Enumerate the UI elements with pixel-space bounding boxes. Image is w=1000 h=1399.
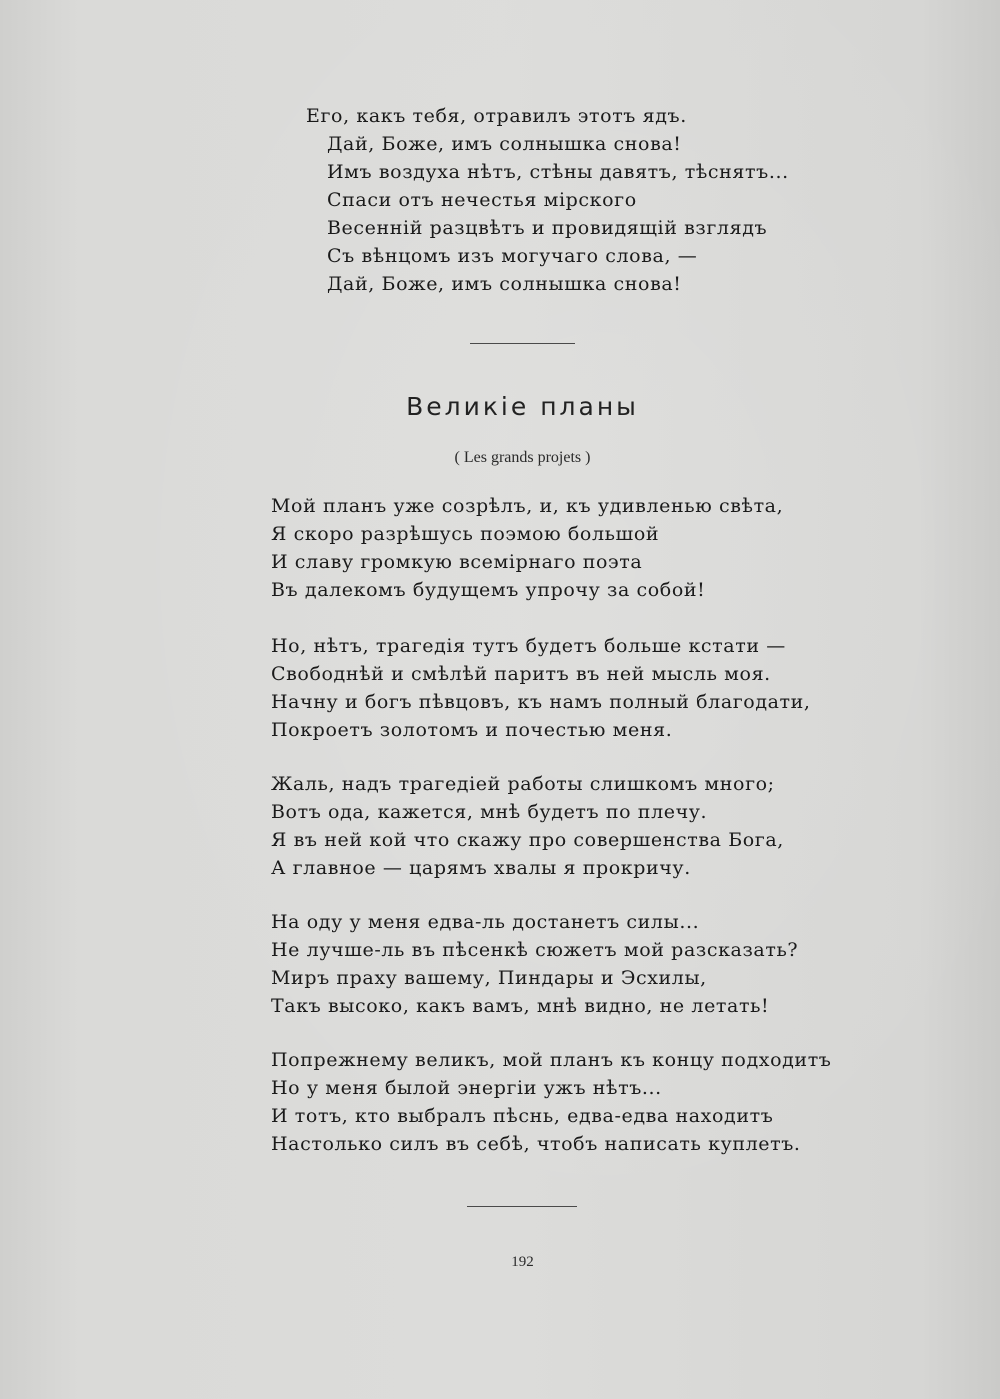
verse-line: И славу громкую всемірнаго поэта bbox=[271, 551, 643, 573]
verse-line: Имъ воздуха нѣтъ, стѣны давятъ, тѣснятъ... bbox=[327, 161, 789, 183]
end-divider bbox=[467, 1206, 577, 1207]
stanza-1 bbox=[271, 492, 783, 604]
verse-line: Начну и богъ пѣвцовъ, къ намъ полный благодати, bbox=[271, 691, 811, 713]
verse-line: Миръ праху вашему, Пиндары и Эсхилы, bbox=[271, 967, 707, 989]
verse-line: Я скоро разрѣшусь поэмою большой bbox=[271, 523, 660, 545]
verse-line: Въ далекомъ будущемъ упрочу за собой! bbox=[271, 579, 706, 601]
verse-line: Дай, Боже, имъ солнышка снова! bbox=[327, 273, 682, 295]
verse-line: Дай, Боже, имъ солнышка снова! bbox=[327, 133, 682, 155]
verse-line: Его, какъ тебя, отравилъ этотъ ядъ. bbox=[306, 105, 687, 127]
verse-line: Настолько силъ въ себѣ, чтобъ написать куплетъ. bbox=[271, 1133, 801, 1155]
verse-line: Вотъ ода, кажется, мнѣ будетъ по плечу. bbox=[271, 801, 708, 823]
stanza-5 bbox=[271, 1046, 832, 1158]
verse-line: А главное — царямъ хвалы я прокричу. bbox=[271, 857, 691, 879]
verse-line: Но, нѣтъ, трагедія тутъ будетъ больше кстати — bbox=[271, 635, 786, 657]
verse-line: На оду у меня едва-ль достанетъ силы... bbox=[271, 911, 700, 933]
verse-line: Но у меня былой энергіи ужъ нѣтъ... bbox=[271, 1077, 662, 1099]
verse-line: Попрежнему великъ, мой планъ къ концу подходитъ bbox=[271, 1049, 832, 1071]
verse-line: Мой планъ уже созрѣлъ, и, къ удивленью свѣта, bbox=[271, 495, 784, 517]
poem-title: Великіе планы bbox=[406, 392, 639, 421]
verse-line: Жаль, надъ трагедіей работы слишкомъ много; bbox=[271, 773, 775, 795]
verse-line: Такъ высоко, какъ вамъ, мнѣ видно, не летать! bbox=[271, 995, 770, 1017]
page-number: 192 bbox=[511, 1254, 534, 1270]
verse-line: Свободнѣй и смѣлѣй паритъ въ ней мысль моя. bbox=[271, 663, 771, 685]
verse-line: Не лучше-ль въ пѣсенкѣ сюжетъ мой разсказать? bbox=[271, 939, 799, 961]
stanza-3 bbox=[271, 770, 784, 882]
stanza-4 bbox=[271, 908, 798, 1020]
verse-line: Я въ ней кой что скажу про совершенства Бога, bbox=[271, 829, 784, 851]
previous-poem-ending bbox=[306, 102, 789, 298]
stanza-2 bbox=[271, 632, 811, 744]
verse-line: Весенній разцвѣтъ и провидящій взглядъ bbox=[327, 217, 768, 239]
verse-line: И тотъ, кто выбралъ пѣснь, едва-едва находитъ bbox=[271, 1105, 774, 1127]
verse-line: Покроетъ золотомъ и почестью меня. bbox=[271, 719, 673, 741]
poem-subtitle: ( Les grands projets ) bbox=[454, 449, 591, 466]
section-divider bbox=[470, 343, 575, 344]
verse-line: Спаси отъ нечестья мірского bbox=[327, 189, 637, 211]
verse-line: Съ вѣнцомъ изъ могучаго слова, — bbox=[327, 245, 698, 267]
